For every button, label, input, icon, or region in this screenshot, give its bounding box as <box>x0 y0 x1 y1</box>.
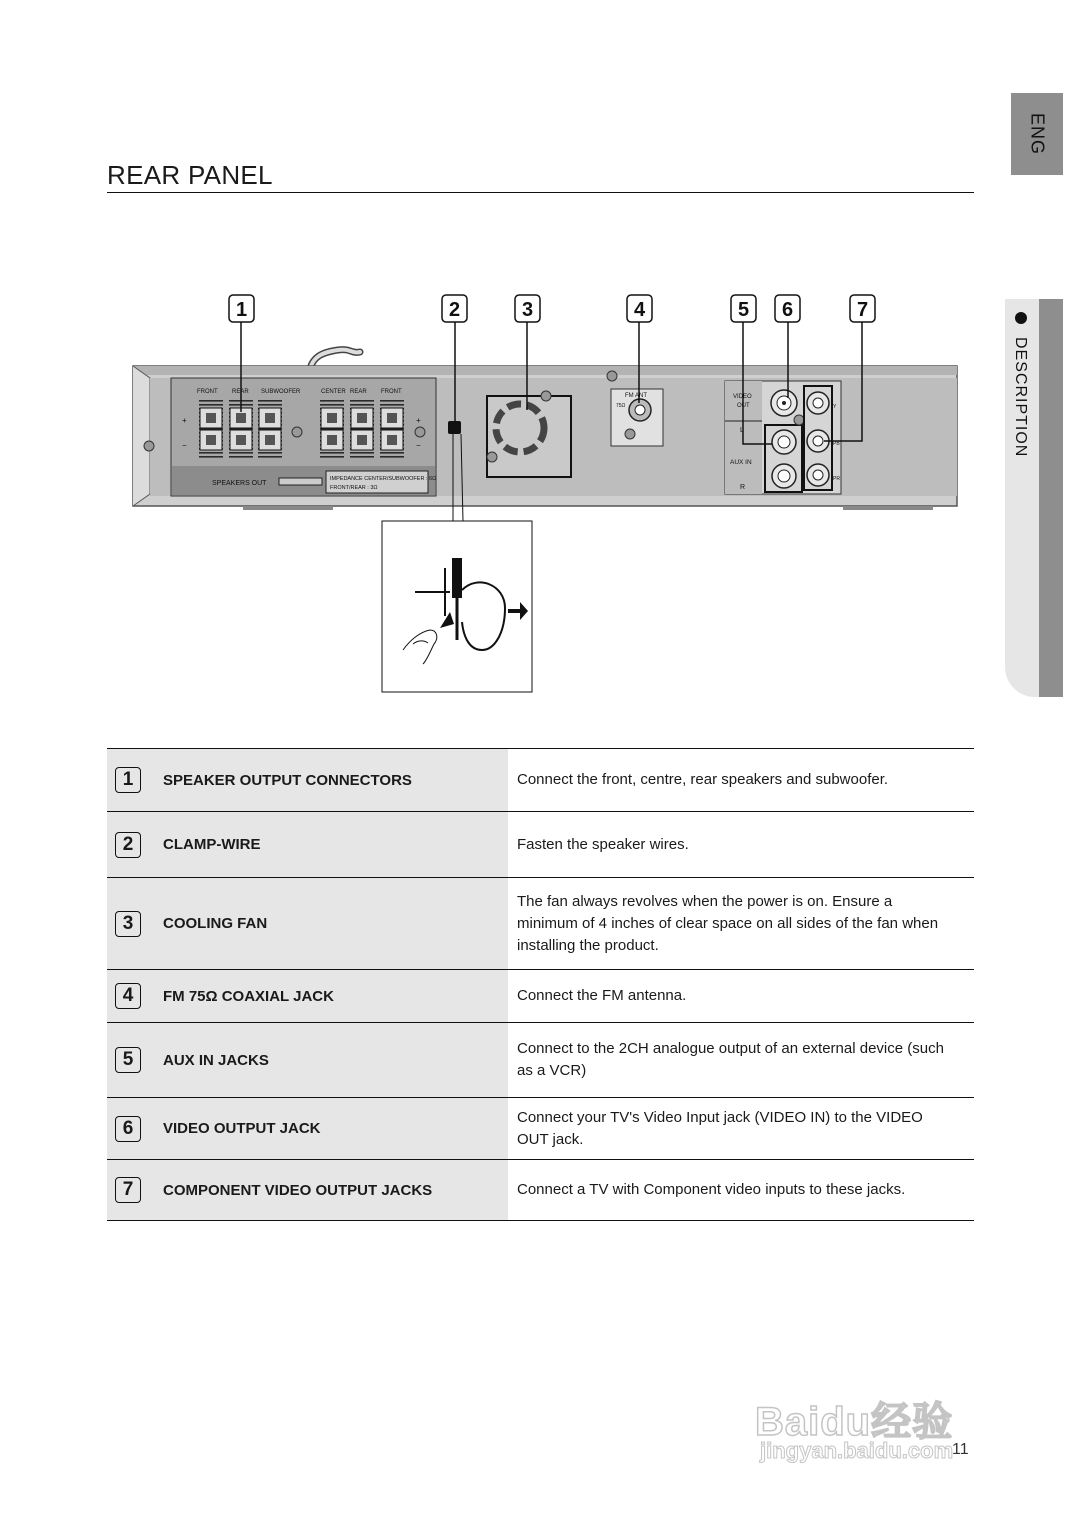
row-label-cell <box>107 1160 508 1221</box>
callout-2 <box>442 295 467 322</box>
callout-5 <box>731 295 756 322</box>
impedance-label-2: FRONT/REAR : 3Ω <box>330 485 378 491</box>
callout-3-number: 3 <box>521 299 534 321</box>
item-number: 1 <box>115 767 141 793</box>
terminal-subwoofer <box>258 398 282 460</box>
item-description: Connect the FM antenna. <box>508 970 974 1023</box>
terminal-front-r <box>199 398 223 460</box>
impedance-label: IMPEDANCE CENTER/SUBWOOFER : 6Ω <box>330 476 437 482</box>
table-row <box>107 878 974 970</box>
component-y-jack <box>807 392 829 414</box>
callout-4-number: 4 <box>633 299 646 321</box>
screw-icon <box>144 441 154 451</box>
watermark <box>755 1370 1000 1480</box>
screw-icon <box>794 415 804 425</box>
item-description: Connect the front, centre, rear speakers and subwoofer. <box>508 749 974 812</box>
table-row <box>107 1023 974 1098</box>
aux-l-label: L <box>740 427 744 434</box>
fm-ant-label: FM ANT <box>625 393 647 399</box>
section-tab-label: DESCRIPTION <box>1012 337 1029 458</box>
front-l-label: FRONT <box>381 389 402 395</box>
plus-mark: + <box>182 416 187 425</box>
rear-r-label: REAR <box>232 389 249 395</box>
minus-mark: − <box>182 441 187 450</box>
row-label-cell <box>107 1098 508 1160</box>
callout-7-number: 7 <box>856 299 869 321</box>
item-number: 6 <box>115 1116 141 1142</box>
row-label-cell <box>107 878 508 970</box>
aux-r-jack <box>772 464 796 488</box>
item-label: SPEAKER OUTPUT CONNECTORS <box>163 771 412 789</box>
video-out-jack <box>771 390 797 416</box>
screw-icon <box>625 429 635 439</box>
component-pr-jack <box>807 464 829 486</box>
item-description: Connect to the 2CH analogue output of an external device (such as a VCR) <box>508 1023 974 1098</box>
aux-l-jack <box>772 430 796 454</box>
item-label: CLAMP-WIRE <box>163 836 261 853</box>
callout-7 <box>850 295 875 322</box>
screw-icon <box>487 452 497 462</box>
table-row <box>107 1098 974 1160</box>
callout-2-number: 2 <box>448 299 461 321</box>
screw-icon <box>292 427 302 437</box>
item-number: 4 <box>115 983 141 1009</box>
video-out-label: VIDEO <box>733 394 752 400</box>
row-label-cell <box>107 749 508 812</box>
item-description: Connect your TV's Video Input jack (VIDEO IN) to the VIDEO OUT jack. <box>508 1098 974 1160</box>
screw-icon <box>415 427 425 437</box>
comp-y-label: Y <box>833 404 837 410</box>
item-number: 2 <box>115 832 141 858</box>
callout-6 <box>775 295 800 322</box>
table-row <box>107 1160 974 1221</box>
aux-in-label: AUX IN <box>730 459 752 466</box>
item-label: COMPONENT VIDEO OUTPUT JACKS <box>163 1181 433 1199</box>
callout-4 <box>627 295 652 322</box>
item-number: 3 <box>115 911 141 937</box>
table-row <box>107 970 974 1023</box>
callout-6-number: 6 <box>781 299 794 321</box>
watermark-logo: Baidu经验 <box>755 1400 954 1444</box>
callout-1-number: 1 <box>235 299 248 321</box>
item-description: Fasten the speaker wires. <box>508 812 974 878</box>
callout-3 <box>515 295 540 322</box>
item-number: 7 <box>115 1177 141 1203</box>
minus-mark: − <box>416 441 421 450</box>
terminal-rear-l <box>350 398 374 460</box>
callout-5-number: 5 <box>737 299 750 321</box>
page-title: REAR PANEL <box>107 160 273 190</box>
watermark-url: jingyan.baidu.com <box>760 1438 954 1463</box>
video-out-label-2: OUT <box>737 403 750 409</box>
screw-icon <box>541 391 551 401</box>
item-label: FM 75Ω COAXIAL JACK <box>163 987 334 1005</box>
table-row <box>107 812 974 878</box>
speaker-terminals <box>171 378 436 496</box>
clamp-wire <box>448 421 461 434</box>
language-tab-label: ENG <box>1027 112 1048 155</box>
callout-1 <box>229 295 254 322</box>
page-number: 11 <box>952 1441 969 1458</box>
item-number: 5 <box>115 1047 141 1073</box>
rear-panel-diagram <box>0 0 1066 740</box>
fm-antenna-jack <box>611 389 663 446</box>
aux-r-label: R <box>740 484 746 491</box>
comp-pb-label: PB <box>833 441 840 447</box>
ohm-label: 75Ω <box>616 403 626 409</box>
row-label-cell <box>107 812 508 878</box>
front-r-label: FRONT <box>197 389 218 395</box>
cooling-fan <box>487 391 571 477</box>
item-label: COOLING FAN <box>163 915 268 932</box>
item-description: The fan always revolves when the power is on. Ensure a minimum of 4 inches of clear space on all sides of the fan when installing the product. <box>508 878 974 970</box>
screw-icon <box>607 371 617 381</box>
item-label: VIDEO OUTPUT JACK <box>163 1120 321 1137</box>
table-row <box>107 749 974 812</box>
item-label: AUX IN JACKS <box>163 1051 269 1069</box>
speakers-out-label: SPEAKERS OUT <box>212 480 267 487</box>
terminal-center <box>320 398 344 460</box>
plus-mark: + <box>416 416 421 425</box>
terminal-front-l <box>380 398 404 460</box>
comp-pr-label: PR <box>833 476 840 482</box>
item-description: Connect a TV with Component video inputs to these jacks. <box>508 1160 974 1221</box>
center-label: CENTER <box>321 389 346 395</box>
specs-table <box>107 748 974 1221</box>
row-label-cell <box>107 1023 508 1098</box>
subwoofer-label: SUBWOOFER <box>261 389 301 395</box>
row-label-cell <box>107 970 508 1023</box>
rear-l-label: REAR <box>350 389 367 395</box>
